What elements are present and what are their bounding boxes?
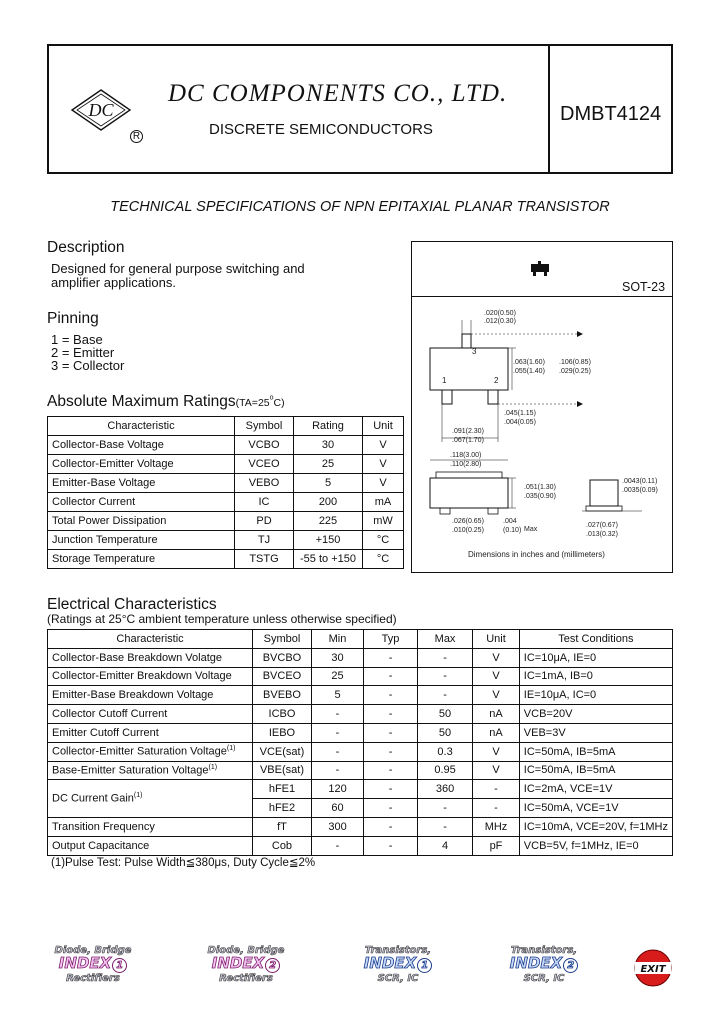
icon-top-text: Transistors, xyxy=(364,945,432,956)
icon-bottom-text: SCR, IC xyxy=(377,973,419,984)
cell-symbol: BVCBO xyxy=(253,648,312,667)
amr-condition-end: C) xyxy=(273,397,285,409)
amr-condition: (TA=25 xyxy=(235,397,270,409)
exit-text: EXIT xyxy=(640,964,666,975)
cell-rating: 30 xyxy=(294,436,363,455)
cell-min: - xyxy=(311,836,363,855)
description-line-1: Designed for general purpose switching and xyxy=(51,261,305,276)
cell-max: - xyxy=(417,667,472,686)
dim-label: .063(1.60) xyxy=(513,359,545,366)
cell-symbol: hFE2 xyxy=(253,799,312,818)
dim-label: .004(0.05) xyxy=(504,419,536,426)
table-row xyxy=(48,836,673,855)
cell-min: 30 xyxy=(311,648,363,667)
cell-min: 300 xyxy=(311,817,363,836)
cell-typ: - xyxy=(364,780,418,799)
table-row xyxy=(48,436,404,455)
cell-max: 50 xyxy=(417,705,472,724)
icon-mid-text xyxy=(43,956,143,973)
ec-heading: Electrical Characteristics xyxy=(47,596,217,613)
cell-max: 360 xyxy=(417,780,472,799)
cell-characteristic: Collector-Emitter Voltage xyxy=(48,455,235,474)
dim-label: .110(2.80) xyxy=(450,461,482,468)
cell-symbol: TJ xyxy=(235,531,294,550)
index-number-badge: 2 xyxy=(265,958,280,973)
degree-symbol: o xyxy=(269,394,274,402)
cell-min: 5 xyxy=(311,686,363,705)
cell-min: - xyxy=(311,742,363,761)
dim-label: .010(0.25) xyxy=(452,527,484,534)
cell-min: - xyxy=(311,761,363,780)
cell-max: - xyxy=(417,817,472,836)
cell-symbol: Cob xyxy=(253,836,312,855)
icon-top-text: Diode, Bridge xyxy=(54,945,132,956)
footnote-marker: (1) xyxy=(226,745,236,753)
pin-1: 1 = Base xyxy=(51,332,103,347)
dim-label: .0035(0.09) xyxy=(622,487,658,494)
dim-label: .029(0.25) xyxy=(559,368,591,375)
characteristic-text: Collector-Emitter Saturation Voltage xyxy=(52,746,227,758)
cell-unit: V xyxy=(363,455,404,474)
cell-max: 0.95 xyxy=(417,761,472,780)
cell-rating: 5 xyxy=(294,474,363,493)
package-dimension-drawing xyxy=(412,298,672,553)
cell-characteristic: Output Capacitance xyxy=(48,836,253,855)
dim-label: .026(0.65) xyxy=(452,518,484,525)
dim-label: .091(2.30) xyxy=(452,428,484,435)
dim-label: Max xyxy=(524,526,538,533)
table-row xyxy=(48,512,404,531)
cell-typ: - xyxy=(364,667,418,686)
cell-characteristic: Collector Cutoff Current xyxy=(48,705,253,724)
table-row xyxy=(48,474,404,493)
cell-characteristic xyxy=(48,780,253,818)
cell-test-condition: VCB=20V xyxy=(519,705,672,724)
table-row xyxy=(48,493,404,512)
dim-label: .051(1.30) xyxy=(524,484,556,491)
cell-test-condition: VCB=5V, f=1MHz, IE=0 xyxy=(519,836,672,855)
cell-symbol: VBE(sat) xyxy=(253,761,312,780)
cell-min: - xyxy=(311,705,363,724)
col-header: Rating xyxy=(294,417,363,436)
cell-unit: °C xyxy=(363,531,404,550)
icon-bottom-text: Rectifiers xyxy=(66,973,120,984)
amr-heading xyxy=(47,393,285,411)
part-number: DMBT4124 xyxy=(560,103,662,125)
cell-rating: 25 xyxy=(294,455,363,474)
col-header: Symbol xyxy=(235,417,294,436)
pin-number: 1 xyxy=(442,376,447,385)
cell-unit: V xyxy=(473,667,520,686)
ec-subheading: (Ratings at 25°C ambient temperature unless otherwise specified) xyxy=(47,612,397,626)
cell-unit: V xyxy=(363,436,404,455)
cell-test-condition: IC=50mA, IB=5mA xyxy=(519,742,672,761)
cell-typ: - xyxy=(364,686,418,705)
table-row xyxy=(48,817,673,836)
cell-typ: - xyxy=(364,799,418,818)
dim-label: .004 xyxy=(503,518,517,525)
cell-unit: V xyxy=(473,742,520,761)
cell-min: 120 xyxy=(311,780,363,799)
cell-typ: - xyxy=(364,648,418,667)
cell-characteristic: Collector Current xyxy=(48,493,235,512)
cell-symbol: TSTG xyxy=(235,550,294,569)
cell-characteristic: Total Power Dissipation xyxy=(48,512,235,531)
cell-symbol: VCE(sat) xyxy=(253,742,312,761)
col-header: Unit xyxy=(473,630,520,649)
cell-unit: °C xyxy=(363,550,404,569)
cell-max: - xyxy=(417,686,472,705)
dim-label: .118(3.00) xyxy=(450,452,482,459)
cell-typ: - xyxy=(364,723,418,742)
cell-symbol: hFE1 xyxy=(253,780,312,799)
footnote-marker: (1) xyxy=(208,764,218,772)
cell-max: 0.3 xyxy=(417,742,472,761)
pin-number: 3 xyxy=(472,347,477,356)
index-word: INDEX xyxy=(58,954,112,972)
cell-typ: - xyxy=(364,836,418,855)
description-heading: Description xyxy=(47,239,125,256)
company-logo xyxy=(70,88,132,137)
cell-symbol: VCBO xyxy=(235,436,294,455)
index-word: INDEX xyxy=(211,954,265,972)
cell-min: 25 xyxy=(311,667,363,686)
index-word: INDEX xyxy=(363,954,417,972)
page-title: TECHNICAL SPECIFICATIONS OF NPN EPITAXIAL PLANAR TRANSISTOR xyxy=(110,199,610,215)
icon-bottom-text: SCR, IC xyxy=(523,973,565,984)
table-row xyxy=(48,761,673,780)
table-header-row xyxy=(48,630,673,649)
logo-text: DC xyxy=(88,100,114,120)
cell-max: - xyxy=(417,648,472,667)
cell-symbol: BVCEO xyxy=(253,667,312,686)
dim-label: (0.10) xyxy=(503,527,522,534)
dim-label: .067(1.70) xyxy=(452,437,484,444)
cell-max: 50 xyxy=(417,723,472,742)
table-row xyxy=(48,531,404,550)
cell-test-condition: IC=2mA, VCE=1V xyxy=(519,780,672,799)
index-number-badge: 1 xyxy=(112,958,127,973)
index-number-badge: 1 xyxy=(417,958,432,973)
dim-label: .045(1.15) xyxy=(504,410,536,417)
cell-rating: 225 xyxy=(294,512,363,531)
cell-test-condition: IC=1mA, IB=0 xyxy=(519,667,672,686)
diode-bridge-index-2-link[interactable] xyxy=(196,945,296,984)
cell-unit: nA xyxy=(473,723,520,742)
transistors-index-1-link[interactable] xyxy=(348,945,448,984)
diode-bridge-index-1-link[interactable] xyxy=(43,945,143,984)
cell-characteristic: Collector-Base Breakdown Volatge xyxy=(48,648,253,667)
col-header: Characteristic xyxy=(48,417,235,436)
exit-link[interactable] xyxy=(633,948,673,988)
cell-symbol: VEBO xyxy=(235,474,294,493)
sot23-package-icon xyxy=(527,260,553,283)
cell-characteristic xyxy=(48,761,253,780)
col-header: Unit xyxy=(363,417,404,436)
characteristic-text: Base-Emitter Saturation Voltage xyxy=(52,764,209,777)
col-header: Symbol xyxy=(253,630,312,649)
cell-test-condition: IC=10mA, VCE=20V, f=1MHz xyxy=(519,817,672,836)
dim-label: .055(1.40) xyxy=(513,368,545,375)
cell-max: 4 xyxy=(417,836,472,855)
dim-label: .035(0.90) xyxy=(524,493,556,500)
table-row xyxy=(48,667,673,686)
table-row xyxy=(48,550,404,569)
cell-unit: mW xyxy=(363,512,404,531)
cell-typ: - xyxy=(364,705,418,724)
cell-symbol: BVEBO xyxy=(253,686,312,705)
icon-bottom-text: Rectifiers xyxy=(219,973,273,984)
cell-test-condition: IC=50mA, VCE=1V xyxy=(519,799,672,818)
cell-characteristic: Collector-Emitter Breakdown Voltage xyxy=(48,667,253,686)
icon-mid-text xyxy=(196,956,296,973)
dim-label: .0043(0.11) xyxy=(622,478,658,485)
cell-characteristic: Emitter Cutoff Current xyxy=(48,723,253,742)
dim-label: .013(0.32) xyxy=(586,531,618,538)
cell-symbol: IEBO xyxy=(253,723,312,742)
header-divider xyxy=(548,44,550,174)
table-row xyxy=(48,742,673,761)
cell-rating: 200 xyxy=(294,493,363,512)
company-name: DC COMPONENTS CO., LTD. xyxy=(168,80,508,107)
col-header: Characteristic xyxy=(48,630,253,649)
ec-table xyxy=(47,629,673,856)
cell-unit: nA xyxy=(473,705,520,724)
table-row xyxy=(48,780,673,799)
cell-test-condition: IC=50mA, IB=5mA xyxy=(519,761,672,780)
cell-min: - xyxy=(311,723,363,742)
table-row xyxy=(48,455,404,474)
transistors-index-2-link[interactable] xyxy=(494,945,594,984)
description-line-2: amplifier applications. xyxy=(51,275,177,290)
cell-characteristic: Storage Temperature xyxy=(48,550,235,569)
package-name: SOT-23 xyxy=(622,280,666,294)
col-header: Max xyxy=(417,630,472,649)
cell-symbol: ICBO xyxy=(253,705,312,724)
company-subtitle: DISCRETE SEMICONDUCTORS xyxy=(209,121,433,138)
cell-characteristic: Collector-Base Voltage xyxy=(48,436,235,455)
pinning-heading: Pinning xyxy=(47,310,99,327)
cell-unit: V xyxy=(473,648,520,667)
cell-characteristic xyxy=(48,742,253,761)
cell-typ: - xyxy=(364,817,418,836)
cell-unit: V xyxy=(363,474,404,493)
exit-icon xyxy=(633,948,673,988)
cell-typ: - xyxy=(364,761,418,780)
cell-test-condition: VEB=3V xyxy=(519,723,672,742)
cell-symbol: PD xyxy=(235,512,294,531)
cell-rating: -55 to +150 xyxy=(294,550,363,569)
dim-label: .020(0.50) xyxy=(484,310,516,317)
cell-test-condition: IE=10μA, IC=0 xyxy=(519,686,672,705)
dimension-note: Dimensions in inches and (millimeters) xyxy=(468,550,605,559)
cell-characteristic: Emitter-Base Voltage xyxy=(48,474,235,493)
cell-unit: pF xyxy=(473,836,520,855)
icon-mid-text xyxy=(494,956,594,973)
table-row xyxy=(48,723,673,742)
amr-heading-text: Absolute Maximum Ratings xyxy=(47,393,236,410)
icon-top-text: Transistors, xyxy=(510,945,578,956)
col-header: Min xyxy=(311,630,363,649)
col-header: Typ xyxy=(364,630,418,649)
cell-characteristic: Transition Frequency xyxy=(48,817,253,836)
cell-unit: V xyxy=(473,686,520,705)
cell-symbol: IC xyxy=(235,493,294,512)
package-box-divider xyxy=(411,296,673,297)
registered-mark: R xyxy=(130,130,143,143)
cell-typ: - xyxy=(364,742,418,761)
index-number-badge: 2 xyxy=(563,958,578,973)
characteristic-text: DC Current Gain xyxy=(52,793,134,805)
cell-rating: +150 xyxy=(294,531,363,550)
dim-label: .012(0.30) xyxy=(484,318,516,325)
cell-unit: V xyxy=(473,761,520,780)
cell-characteristic: Junction Temperature xyxy=(48,531,235,550)
cell-unit: - xyxy=(473,799,520,818)
cell-unit: - xyxy=(473,780,520,799)
dim-label: .027(0.67) xyxy=(586,522,618,529)
cell-unit: mA xyxy=(363,493,404,512)
pin-2: 2 = Emitter xyxy=(51,345,115,360)
pin-number: 2 xyxy=(494,376,499,385)
dim-label: .106(0.85) xyxy=(559,359,591,366)
amr-table xyxy=(47,416,404,569)
cell-symbol: VCEO xyxy=(235,455,294,474)
cell-characteristic: Emitter-Base Breakdown Voltage xyxy=(48,686,253,705)
table-header-row xyxy=(48,417,404,436)
icon-mid-text xyxy=(348,956,448,973)
index-word: INDEX xyxy=(509,954,563,972)
footnote-marker: (1) xyxy=(133,792,143,800)
table-row xyxy=(48,686,673,705)
cell-test-condition: IC=10μA, IE=0 xyxy=(519,648,672,667)
pin-3: 3 = Collector xyxy=(51,358,125,373)
cell-symbol: fT xyxy=(253,817,312,836)
icon-top-text: Diode, Bridge xyxy=(207,945,285,956)
cell-unit: MHz xyxy=(473,817,520,836)
col-header: Test Conditions xyxy=(519,630,672,649)
table-row xyxy=(48,648,673,667)
pulse-test-footnote: (1)Pulse Test: Pulse Width≦380μs, Duty Cycle≦2% xyxy=(51,857,316,869)
cell-max: - xyxy=(417,799,472,818)
table-row xyxy=(48,705,673,724)
cell-min: 60 xyxy=(311,799,363,818)
